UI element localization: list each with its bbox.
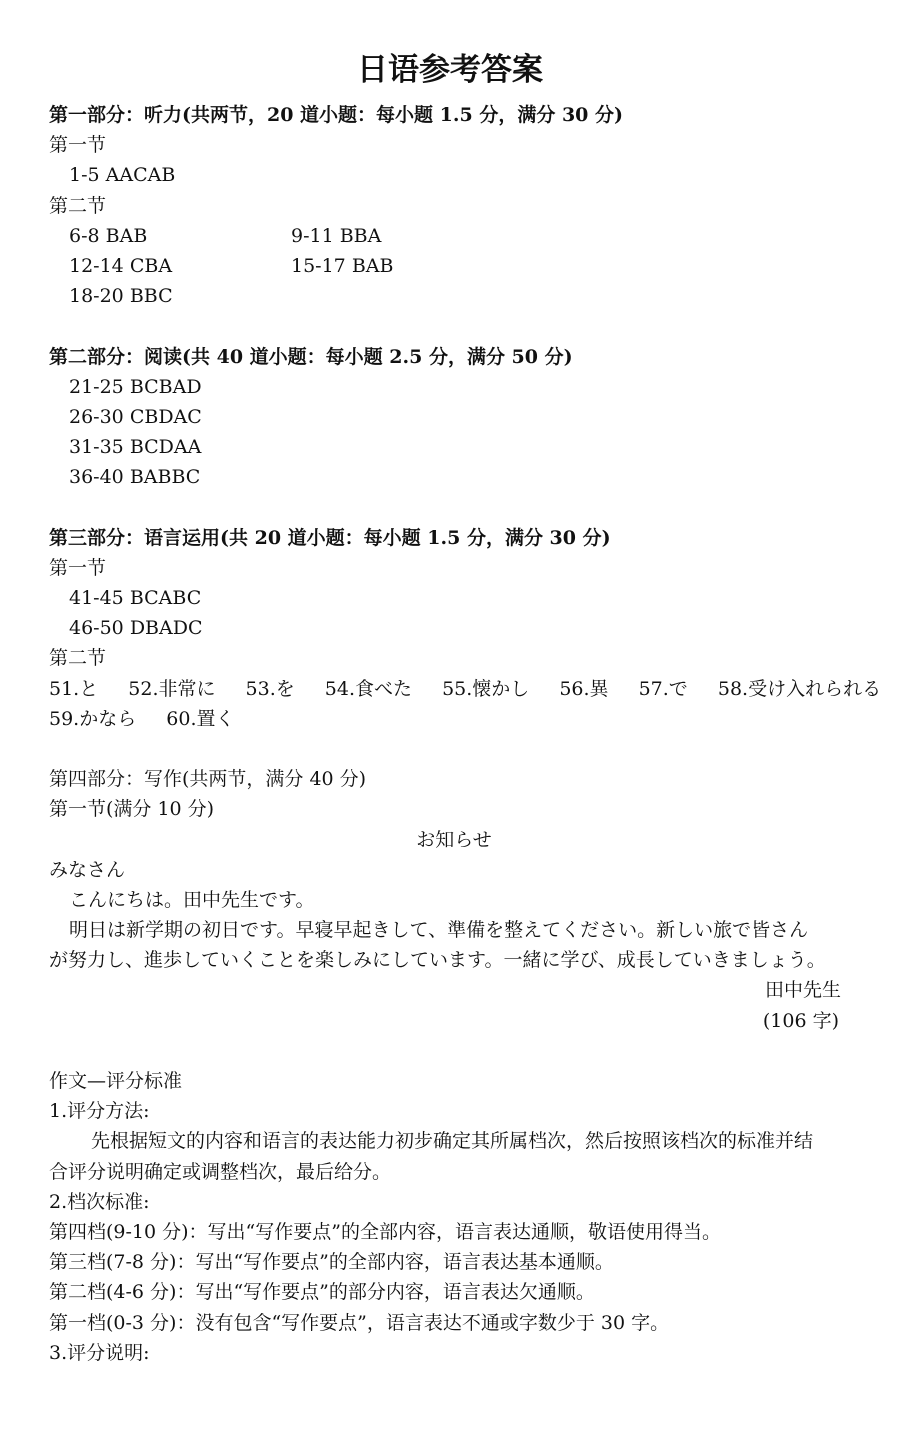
part3-section2-label: 第二节 bbox=[49, 647, 107, 670]
rubric-level: 第三档(7-8 分)：写出“写作要点”的全部内容，语言表达基本通顺。 bbox=[49, 1251, 614, 1274]
notice-body-line2: が努力し、進歩していくことを楽しみにしています。一緒に学び、成長していきましょう。 bbox=[49, 949, 826, 972]
fill-in-answer: 53.を bbox=[245, 677, 295, 700]
part3-heading: 第三部分：语言运用(共 20 道小题：每小题 1.5 分，满分 30 分) bbox=[49, 526, 611, 549]
rubric-method-line1: 先根据短文的内容和语言的表达能力初步确定其所属档次，然后按照该档次的标准并结 bbox=[91, 1130, 814, 1153]
part1-section2-label: 第二节 bbox=[49, 194, 107, 217]
fill-in-answer: 56.異 bbox=[559, 677, 609, 700]
answer-group: 15-17 BAB bbox=[291, 254, 394, 277]
answer-group: 6-8 BAB bbox=[69, 224, 148, 247]
part4-heading: 第四部分：写作(共两节，满分 40 分) bbox=[49, 768, 367, 791]
notice-signature: 田中先生 bbox=[764, 979, 841, 1002]
answer-group: 18-20 BBC bbox=[69, 285, 173, 308]
answer-row bbox=[49, 251, 859, 281]
answer-group: 1-5 AACAB bbox=[69, 164, 176, 187]
fill-in-answer: 57.で bbox=[638, 677, 688, 700]
answer-group: 21-25 BCBAD bbox=[69, 375, 202, 398]
part4-section1-label: 第一节(满分 10 分) bbox=[49, 798, 215, 821]
notice-salutation: みなさん bbox=[49, 858, 126, 881]
fill-in-answer: 59.かなら bbox=[49, 707, 137, 730]
fill-in-answer: 54.食べた bbox=[324, 677, 413, 700]
part1-heading: 第一部分：听力(共两节，20 道小题：每小题 1.5 分，满分 30 分) bbox=[49, 104, 623, 126]
answer-row bbox=[49, 281, 859, 311]
answer-row bbox=[49, 221, 859, 251]
rubric-notes-label: 3.评分说明: bbox=[49, 1341, 150, 1364]
answer-group: 26-30 CBDAC bbox=[69, 405, 202, 428]
rubric-levels-label: 2.档次标准: bbox=[49, 1190, 150, 1213]
answer-group: 31-35 BCDAA bbox=[69, 436, 202, 459]
char-count: (106 字) bbox=[762, 1009, 839, 1032]
notice-title: お知らせ bbox=[416, 828, 492, 851]
answer-group: 41-45 BCABC bbox=[69, 587, 202, 609]
rubric-heading: 作文—评分标准 bbox=[49, 1070, 183, 1092]
notice-greeting: こんにちは。田中先生です。 bbox=[69, 888, 315, 911]
answer-group: 9-11 BBA bbox=[291, 224, 382, 247]
rubric-level: 第一档(0-3 分)：没有包含“写作要点”，语言表达不通或字数少于 30 字。 bbox=[49, 1311, 670, 1334]
answer-document bbox=[49, 100, 882, 1368]
rubric-level: 第四档(9-10 分)：写出“写作要点”的全部内容，语言表达通顺，敬语使用得当。 bbox=[49, 1220, 721, 1243]
answer-group: 12-14 CBA bbox=[69, 254, 173, 277]
rubric-level: 第二档(4-6 分)：写出“写作要点”的部分内容，语言表达欠通顺。 bbox=[49, 1281, 595, 1304]
rubric-method-line2: 合评分说明确定或调整档次，最后给分。 bbox=[49, 1160, 392, 1183]
part2-heading: 第二部分：阅读(共 40 道小题：每小题 2.5 分，满分 50 分) bbox=[49, 345, 573, 368]
rubric-method-label: 1.评分方法: bbox=[49, 1100, 150, 1123]
fill-in-answer: 60.置く bbox=[166, 707, 235, 730]
fill-in-answer: 55.懐かし bbox=[442, 677, 530, 700]
page-title: 日语参考答案 bbox=[357, 52, 543, 88]
fill-in-answers-line2 bbox=[49, 704, 859, 734]
part3-section1-label: 第一节 bbox=[49, 556, 107, 579]
fill-in-answers-line1 bbox=[49, 674, 882, 704]
notice-body-line1: 明日は新学期の初日です。早寝早起きして、準備を整えてください。新しい旅で皆さん bbox=[69, 919, 809, 942]
fill-in-answer: 52.非常に bbox=[128, 677, 216, 700]
fill-in-answer: 58.受け入れられる bbox=[717, 677, 882, 700]
answer-group: 36-40 BABBC bbox=[69, 466, 201, 489]
fill-in-answer: 51.と bbox=[49, 677, 99, 700]
answer-group: 46-50 DBADC bbox=[69, 617, 203, 640]
part1-section1-label: 第一节 bbox=[49, 134, 107, 157]
